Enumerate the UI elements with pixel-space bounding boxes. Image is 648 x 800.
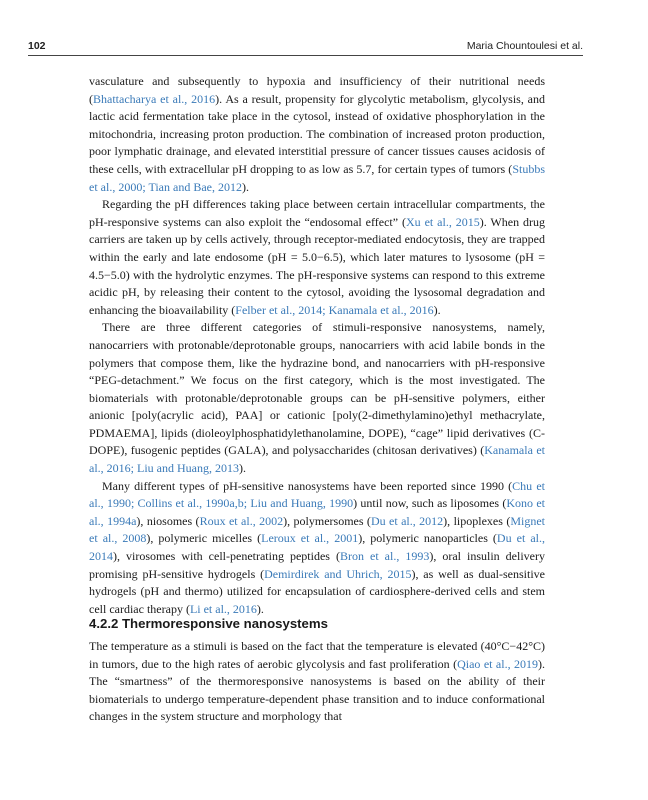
paragraph-text: Regarding the pH differences taking place between certain intracellular compartments, the pH-responsive systems can also exploit the “endosomal effect” ( [89,197,545,229]
header-rule [28,55,583,56]
paragraph-text: ). When drug carriers are taken up by cells actively, through receptor-mediated endocytosis, they are trapped within the early and late endosome (pH = 5.0−6.5), which later matures to lysosome (pH = 4.5−5.0) with the hydrolytic enzymes. The pH-responsive systems can respond to this extreme acidic pH, by releasing their content to the cytosol, avoiding the lysosomal degradation and enhancing the bioavailability ( [89,214,545,317]
citation-link[interactable]: Felber et al., 2014; Kanamala et al., 2016 [235,302,434,317]
paragraph-text: ). [238,461,246,476]
paragraph-text: ), niosomes ( [136,513,200,528]
paragraph-text: ). [256,601,264,616]
citation-link[interactable]: Du et al., 2012 [370,513,444,528]
paragraph-text: Many different types of pH-sensitive nanosystems have been reported since 1990 ( [102,478,513,493]
paragraph [89,478,545,619]
citation-link[interactable]: Leroux et al., 2001 [261,531,359,546]
citation-link[interactable]: Qiao et al., 2019 [457,656,538,671]
paragraph [89,73,545,196]
citation-link[interactable]: Mignet et al., 2008 [89,513,545,546]
paragraph-text: ). As a result, propensity for glycolytic metabolism, glycolysis, and lactic acid fermentation take place in the cytosol, instead of oxidative phosphorylation in the mitochondria, increasing proton production. The combination of increased proton production, poor lymphatic drainage, and elevated interstitial pressure of cancer tissues causes acidosis of these cells, with extracellular pH dropping to as low as 5.7, for certain types of tumors ( [89,91,545,176]
citation-link[interactable]: Du et al., 2014 [89,531,545,564]
paragraph-text: ), oral insulin delivery promising pH-sensitive hydrogels ( [89,549,545,581]
citation-link[interactable]: Kanamala et al., 2016; Liu and Huang, 2013 [89,443,545,476]
citation-link[interactable]: Demirdirek and Uhrich, 2015 [264,566,412,581]
section-heading: 4.2.2 Thermoresponsive nanosystems [89,616,328,631]
paragraph-text: The temperature as a stimuli is based on the fact that the temperature is elevated (40°C−42°C) in tumors, due to the high rates of aerobic glycolysis and fast proliferation ( [89,639,545,671]
citation-link[interactable]: Chu et al., 1990; Collins et al., 1990a,b; Liu and Huang, 1990 [89,478,545,511]
section-body-text [89,638,545,726]
citation-link[interactable]: Kono et al., 1994a [89,496,545,528]
citation-link[interactable]: Li et al., 2016 [189,601,257,616]
citation-link[interactable]: Roux et al., 2002 [199,513,284,528]
citation-link[interactable]: Bhattacharya et al., 2016 [93,91,216,106]
paragraph [89,638,545,726]
citation-link[interactable]: Bron et al., 1993 [339,549,430,564]
paragraph-text: ). [433,302,441,317]
paragraph-text: ), polymeric nanoparticles ( [358,531,497,546]
page-number: 102 [28,40,46,52]
citation-link[interactable]: Stubbs et al., 2000; Tian and Bae, 2012 [89,161,545,194]
paragraph-text: ), virosomes with cell-penetrating peptides ( [113,549,340,564]
paragraph-text: ), polymeric micelles ( [146,531,262,546]
citation-link[interactable]: Xu et al., 2015 [406,214,480,229]
paragraph [89,319,545,477]
paragraph [89,196,545,319]
paragraph-text: ). The “smartness” of the thermoresponsive nanosystems is based on the ability of their biomaterials to undergo temperature-dependent phase transition and to induce conformational changes in the system structure and morphology that [89,656,545,724]
body-text [89,73,545,618]
paragraph-text: ), as well as dual-sensitive hydrogels (pH and thermo) utilized for encapsulation of cardiosphere-derived cells and stem cell cardiac therapy ( [89,566,545,616]
paragraph-text: ), polymersomes ( [283,513,371,528]
paragraph-text: ) until now, such as liposomes ( [353,496,507,511]
paragraph-text: ). [242,179,249,194]
paragraph-text: There are three different categories of stimuli-responsive nanosystems, namely, nanocarriers with protonable/deprotonable groups, nanocarriers with acid labile bonds in the polymers that compose them, like the hydrazine bond, and nanocarriers with pH-responsive “PEG-detachment.” We focus on the first category, which is the most investigated. The biomaterials with protonable/deprotonable groups can be pH-sensitive polymers, either anionic [poly(acrylic acid), PAA] or cationic [poly(2-dimethylamino)ethyl methacrylate, PDMAEMA], lipids (dioleoylphosphatidylethanolamine, DOPE), “cage” lipid derivatives (C-DOPE), fusogenic peptides (GALA), and polysaccharides (chitosan derivatives) ( [89,320,545,458]
running-head-authors: Maria Chountoulesi et al. [466,40,583,52]
paragraph-text: vasculature and subsequently to hypoxia and insufficiency of their nutritional needs ( [89,74,545,106]
paragraph-text: ), lipoplexes ( [443,513,511,528]
